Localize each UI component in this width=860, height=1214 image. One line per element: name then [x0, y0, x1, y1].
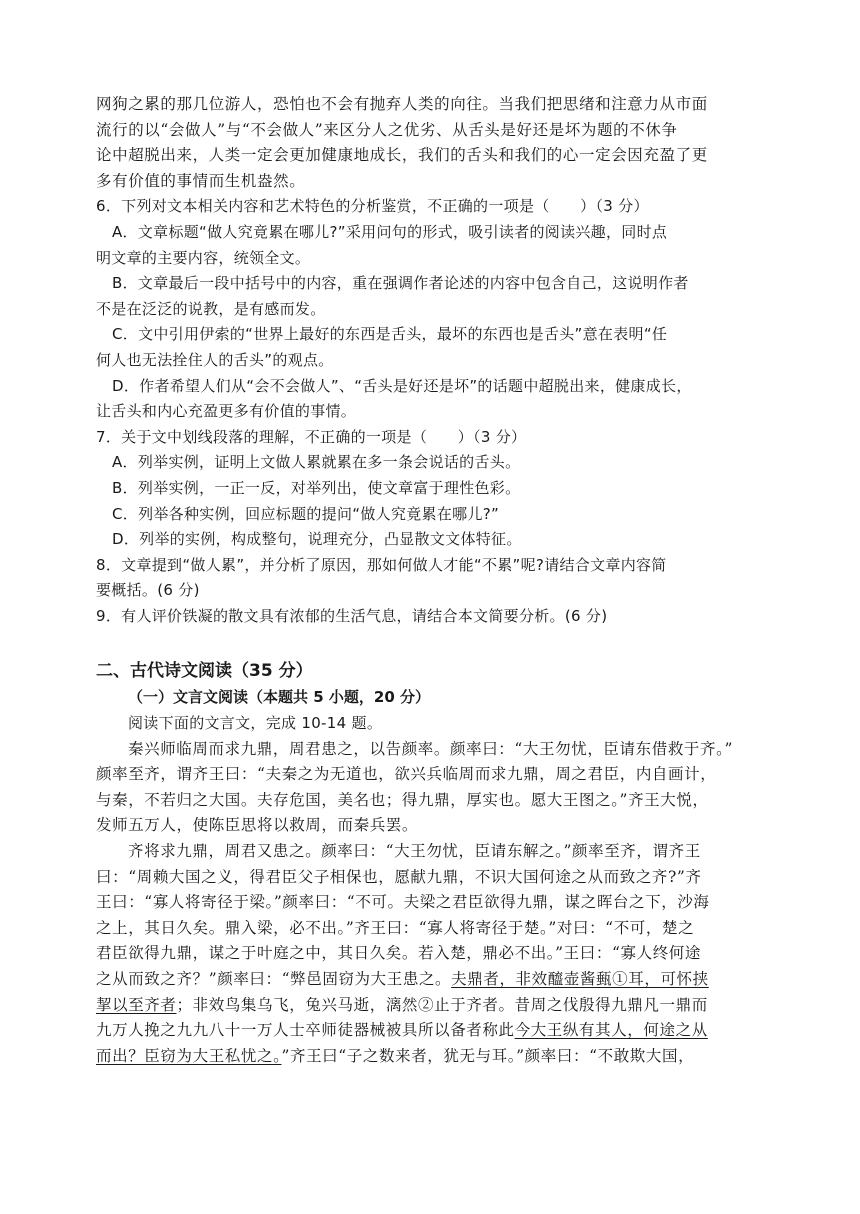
question-stem: 8．文章提到“做人累”，并分析了原因，那如何做人才能“不累”呢?请结合文章内容简	[96, 555, 667, 574]
option-a-cont: 明文章的主要内容，统领全文。	[96, 248, 311, 267]
question-stem: 7．关于文中划线段落的理解，不正确的一项是（ ）（3 分）	[96, 427, 527, 446]
text-line	[96, 993, 768, 1019]
option-c: C．文中引用伊索的“世界上最好的东西是舌头，最坏的东西也是舌头”意在表明“任	[112, 325, 668, 344]
text-line	[96, 967, 768, 993]
text-line: 齐将求九鼎，周君又患之。颜率曰：“大王勿忧，臣请东解之。”颜率至齐，谓齐王	[128, 842, 701, 861]
text-line: 王曰：“寡人将寄径于梁。”颜率曰：“不可。夫梁之君臣欲得九鼎，谋之晖台之下，沙海	[96, 893, 710, 912]
option-b-cont: 不是在泛泛的说教，是有感而发。	[96, 299, 326, 318]
text-line: 流行的以“会做人”与“不会做人”来区分人之优劣、从舌头是好还是坏为题的不休争	[96, 120, 678, 139]
option-a: A．文章标题“做人究竟累在哪儿?”采用问句的形式，吸引读者的阅读兴趣，同时点	[112, 222, 668, 241]
question-8	[96, 553, 768, 604]
option-a: A．列举实例，证明上文做人累就累在多一条会说话的舌头。	[112, 453, 521, 472]
subsection-title: （一）文言文阅读（本题共 5 小题，20 分）	[128, 688, 430, 707]
section-title: 二、古代诗文阅读（35 分）	[96, 661, 313, 682]
text-line	[96, 1044, 768, 1070]
question-9	[96, 604, 768, 630]
unpunctuated-segment: 九万人挽之九九八十一万人士卒师徒器械被具所以备者称此	[96, 1021, 515, 1040]
text-line: 君臣欲得九鼎，谋之于叶庭之中，其日久矣。若入楚，鼎必不出。”王曰：“寡人终何途	[96, 944, 702, 963]
underlined-sentence: 夫鼎者，非效醯壶酱甀①耳，可怀挟	[451, 970, 709, 988]
passage-ending	[96, 92, 768, 194]
option-b: B．文章最后一段中括号中的内容，重在强调作者论述的内容中包含自己，这说明作者	[112, 274, 689, 293]
text-line: 网狗之累的那几位游人，恐怕也不会有抛弃人类的向往。当我们把思绪和注意力从市面	[96, 95, 708, 113]
text-line: 与秦，不若归之大国。夫存危国，美名也；得九鼎，厚实也。愿大王图之。”齐王大悦，	[96, 790, 709, 809]
question-7	[96, 425, 768, 553]
classical-passage	[96, 737, 768, 1070]
instruction: 阅读下面的文言文，完成 10-14 题。	[128, 714, 383, 733]
underlined-sentence: 挈以至齐者	[96, 995, 177, 1014]
text-line	[96, 1018, 768, 1044]
question-stem: 9．有人评价铁凝的散文具有浓郁的生活气息，请结合本文简要分析。(6 分)	[96, 606, 608, 625]
option-d: D．作者希望人们从“会不会做人”、“舌头是好还是坏”的话题中超脱出来，健康成长，	[112, 376, 692, 395]
underlined-sentence: 而出？臣窃为大王私忧之。	[96, 1046, 282, 1065]
option-c: C．列举各种实例，回应标题的提问“做人究竟累在哪儿?”	[112, 504, 500, 523]
option-d: D．列举的实例，构成整句，说理充分，凸显散文文体特征。	[112, 530, 522, 549]
question-stem: 6．下列对文本相关内容和艺术特色的分析鉴赏，不正确的一项是（ ）（3 分）	[96, 197, 649, 216]
question-stem-cont: 要概括。(6 分)	[96, 581, 200, 600]
text-segment: 之从而致之齐？”颜率曰：“弊邑固窃为大王患之。	[96, 970, 452, 988]
underlined-sentence: 今大王纵有其人，何途之从	[514, 1021, 708, 1040]
text-line: 之上，其日久矣。鼎入梁，必不出。”齐王曰：“寡人将寄径于楚。”对曰：“不可，楚之	[96, 918, 695, 937]
text-segment: ；非效鸟集乌飞，兔兴马逝，漓然②止于齐者。昔周之伐殷得九鼎凡一鼎而	[176, 995, 708, 1014]
text-line: 发师五万人，使陈臣思将以救周，而秦兵罢。	[96, 816, 419, 835]
text-line: 颜率至齐，谓齐王曰：“夫秦之为无道也，欲兴兵临周而求九鼎，周之君臣，内自画计，	[96, 765, 717, 784]
text-line: 曰：“周赖大国之义，得君臣父子相保也，愿献九鼎，不识大国何途之从而致之齐?”齐	[96, 867, 702, 886]
question-6	[96, 194, 768, 424]
option-c-cont: 何人也无法拴住人的舌头”的观点。	[96, 350, 334, 369]
document-page	[96, 92, 768, 1069]
text-line: 多有价值的事情而生机盎然。	[96, 171, 306, 190]
option-d-cont: 让舌头和内心充盈更多有价值的事情。	[96, 402, 357, 421]
text-line: 秦兴师临周而求九鼎，周君患之，以告颜率。颜率曰：“大王勿忧，臣请东借救于齐。”	[128, 739, 734, 758]
text-segment: ”齐王曰“子之数来者，犹无与耳。”颜率曰：“不敢欺大国，	[281, 1046, 695, 1065]
option-b: B．列举实例，一正一反，对举列出，使文章富于理性色彩。	[112, 478, 521, 497]
text-line: 论中超脱出来，人类一定会更加健康地成长，我们的舌头和我们的心一定会因充盈了更	[96, 146, 708, 165]
